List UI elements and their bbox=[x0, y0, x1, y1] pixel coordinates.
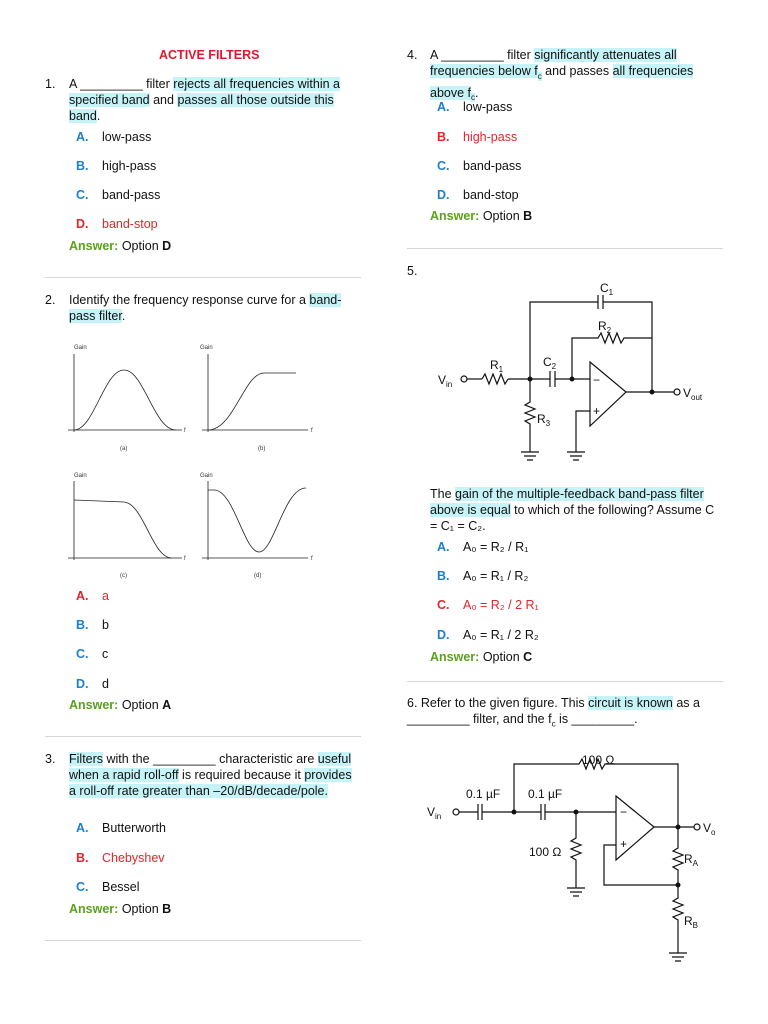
question-text-segment: c bbox=[551, 719, 556, 729]
option-text: A₀ = R₁ / R₂ bbox=[463, 569, 529, 583]
graph-b-curve bbox=[208, 373, 296, 430]
q3-text bbox=[69, 751, 361, 799]
c2-label: $C_2$ bbox=[543, 355, 557, 371]
option-text: band-stop bbox=[102, 217, 158, 231]
option-letter: B. bbox=[76, 159, 89, 173]
question-text-segment: and bbox=[149, 93, 178, 107]
option-letter: B. bbox=[76, 851, 89, 865]
question-text-segment: passes all those outside this band bbox=[69, 93, 334, 123]
option-text: Butterworth bbox=[102, 821, 166, 835]
question-text-segment: Filters bbox=[69, 752, 104, 766]
option-letter: A. bbox=[76, 130, 89, 144]
graph-b-axes bbox=[202, 354, 308, 432]
q1-option-b[interactable] bbox=[76, 159, 156, 173]
q5-answer bbox=[430, 650, 532, 664]
option-text: band-stop bbox=[463, 188, 519, 202]
option-text: low-pass bbox=[463, 100, 513, 114]
question-text-segment: and passes bbox=[541, 64, 613, 78]
q5-option-c[interactable] bbox=[437, 598, 539, 612]
option-text: b bbox=[102, 618, 109, 632]
graph-b-caption: (b) bbox=[258, 446, 266, 452]
option-text: high-pass bbox=[102, 159, 157, 173]
r2-label: $R_2$ bbox=[598, 319, 612, 335]
option-text: Chebyshev bbox=[102, 851, 165, 865]
question-text-segment: provides a roll-off rate greater than –20/dB/decade/pole. bbox=[69, 768, 352, 798]
c1-label: 0.1 µF bbox=[466, 787, 501, 801]
question-text-segment: to which of the following? Assume C = C₁ = C₂. bbox=[430, 503, 715, 533]
question-text-segment: Identify the frequency response curve for a bbox=[69, 293, 310, 307]
question-text-segment: c bbox=[471, 93, 476, 102]
op-amp-minus: − bbox=[620, 805, 628, 819]
question-text-segment: is _________. bbox=[555, 712, 638, 726]
question-text-segment: 6. Refer to the given figure. This bbox=[407, 696, 589, 710]
graph-a-caption: (a) bbox=[120, 446, 128, 452]
question-text-segment: c bbox=[537, 71, 542, 81]
op-amp-plus: + bbox=[593, 404, 601, 418]
vin-label: $V_{in}$ bbox=[438, 373, 453, 389]
option-letter: D. bbox=[76, 677, 89, 691]
question-text-segment: A _________ filter bbox=[69, 77, 174, 91]
divider bbox=[45, 940, 361, 941]
graph-b-f-label: f bbox=[311, 428, 313, 434]
q2-text bbox=[69, 292, 361, 324]
q3-option-b[interactable] bbox=[76, 851, 165, 865]
option-letter: C. bbox=[437, 159, 450, 173]
graph-c-gain-label: Gain bbox=[74, 473, 87, 479]
answer-prefix: Option bbox=[121, 239, 159, 253]
q3-number: 3. bbox=[45, 752, 56, 766]
option-letter: A. bbox=[437, 540, 450, 554]
r1-resistor bbox=[482, 374, 508, 384]
graph-a-gain-label: Gain bbox=[74, 345, 87, 351]
vout-terminal bbox=[694, 824, 700, 830]
graph-a-f-label: f bbox=[184, 428, 186, 434]
answer-label: Answer: bbox=[430, 650, 480, 664]
option-text: band-pass bbox=[463, 159, 522, 173]
ra-rb-divider bbox=[669, 827, 687, 961]
q2-answer bbox=[69, 698, 171, 712]
q1-option-c[interactable] bbox=[76, 188, 160, 202]
op-amp-plus: + bbox=[620, 837, 628, 851]
graph-d-axes bbox=[202, 481, 308, 560]
q4-number: 4. bbox=[407, 48, 418, 62]
q1-text bbox=[69, 76, 359, 124]
graph-d-caption: (d) bbox=[254, 573, 262, 579]
vout-label: $V_o$ bbox=[703, 821, 716, 837]
question-text-segment: . bbox=[96, 109, 101, 123]
c1-capacitor bbox=[530, 295, 652, 392]
question-text-segment: as a _________ filter, and the f bbox=[407, 696, 700, 726]
vin-terminal bbox=[461, 376, 467, 382]
divider bbox=[407, 248, 723, 249]
q1-answer bbox=[69, 239, 171, 253]
divider bbox=[45, 277, 361, 278]
q4-option-b[interactable] bbox=[437, 130, 517, 144]
ra-label: $R_A$ bbox=[684, 852, 699, 868]
q2-option-a[interactable] bbox=[76, 589, 109, 603]
question-text-segment: The bbox=[430, 487, 456, 501]
answer-label: Answer: bbox=[430, 209, 480, 223]
option-text: low-pass bbox=[102, 130, 152, 144]
q4-option-a[interactable] bbox=[437, 100, 512, 114]
op-amp-minus: − bbox=[593, 373, 601, 387]
rb-label: $R_B$ bbox=[684, 914, 699, 930]
option-text: band-pass bbox=[102, 188, 161, 202]
question-text-segment: A _________ filter bbox=[430, 48, 535, 62]
input-capacitors bbox=[459, 804, 616, 820]
option-letter: D. bbox=[437, 628, 450, 642]
graph-a-curve bbox=[74, 370, 176, 430]
r2-resistor bbox=[572, 333, 652, 379]
answer-value: B bbox=[162, 902, 172, 916]
answer-label: Answer: bbox=[69, 902, 119, 916]
q4-answer bbox=[430, 209, 532, 223]
q1-option-a[interactable] bbox=[76, 130, 151, 144]
vin-terminal bbox=[453, 809, 459, 815]
q2-option-d[interactable] bbox=[76, 677, 109, 691]
graph-c-caption: (c) bbox=[120, 573, 127, 579]
answer-value: A bbox=[162, 698, 172, 712]
option-letter: C. bbox=[76, 647, 89, 661]
ground-symbol bbox=[521, 452, 539, 460]
r-top-label: 100 Ω bbox=[582, 753, 615, 767]
graph-c-axes bbox=[68, 481, 182, 560]
q4-option-d[interactable] bbox=[437, 188, 519, 202]
question-text-segment: all frequencies above f bbox=[430, 64, 694, 100]
c2-capacitor bbox=[548, 371, 572, 387]
option-text: A₀ = R₂ / R₁ bbox=[463, 540, 529, 554]
question-text-segment: rejects all frequencies within a specified band bbox=[69, 77, 340, 107]
q5-option-b[interactable] bbox=[437, 569, 528, 583]
answer-value: C bbox=[523, 650, 533, 664]
c1-label: $C_1$ bbox=[600, 281, 614, 297]
graph-d-curve bbox=[208, 488, 306, 552]
multiple-feedback-bandpass-circuit bbox=[430, 280, 720, 470]
question-text-segment: gain of the multiple-feedback band-pass filter above is equal bbox=[430, 487, 704, 517]
graph-d-gain-label: Gain bbox=[200, 473, 213, 479]
answer-prefix: Option bbox=[482, 650, 520, 664]
q3-option-a[interactable] bbox=[76, 821, 166, 835]
option-letter: C. bbox=[76, 188, 89, 202]
answer-label: Answer: bbox=[69, 698, 119, 712]
option-text: c bbox=[102, 647, 109, 661]
r1-label: $R_1$ bbox=[490, 358, 504, 374]
answer-value: B bbox=[523, 209, 533, 223]
vout-label: $V_{out}$ bbox=[683, 386, 703, 402]
option-text: Bessel bbox=[102, 880, 140, 894]
option-text: d bbox=[102, 677, 109, 691]
option-text: high-pass bbox=[463, 130, 518, 144]
answer-label: Answer: bbox=[69, 239, 119, 253]
option-letter: B. bbox=[76, 618, 89, 632]
r3-resistor bbox=[525, 379, 535, 452]
q2-option-c[interactable] bbox=[76, 647, 108, 661]
sallen-key-highpass-circuit bbox=[424, 748, 724, 968]
divider bbox=[45, 736, 361, 737]
graph-a-axes bbox=[68, 354, 182, 432]
q2-number: 2. bbox=[45, 293, 56, 307]
option-letter: A. bbox=[76, 589, 89, 603]
q5-option-d[interactable] bbox=[437, 628, 539, 642]
r-shunt-resistor bbox=[567, 812, 585, 896]
q4-text bbox=[430, 47, 722, 106]
option-letter: A. bbox=[76, 821, 89, 835]
divider bbox=[407, 681, 723, 682]
option-letter: B. bbox=[437, 569, 450, 583]
q1-number: 1. bbox=[45, 77, 56, 91]
q5-option-a[interactable] bbox=[437, 540, 528, 554]
vin-label: $V_{in}$ bbox=[427, 805, 442, 821]
answer-prefix: Option bbox=[121, 902, 159, 916]
question-text-segment: . bbox=[475, 85, 479, 100]
question-text-segment: useful when a rapid roll-off bbox=[69, 752, 352, 782]
option-text: A₀ = R₁ / 2 R₂ bbox=[463, 628, 539, 642]
q2-option-b[interactable] bbox=[76, 618, 109, 632]
page-title: ACTIVE FILTERS bbox=[159, 48, 260, 62]
question-text-segment: significantly attenuates all frequencies below f bbox=[430, 48, 677, 78]
graph-b-gain-label: Gain bbox=[200, 345, 213, 351]
q3-option-c[interactable] bbox=[76, 880, 140, 894]
answer-prefix: Option bbox=[121, 698, 159, 712]
q5-text bbox=[430, 486, 722, 534]
answer-value: D bbox=[162, 239, 172, 253]
question-text-segment: . bbox=[121, 309, 126, 323]
option-text: A₀ = R₂ / 2 R₁ bbox=[463, 598, 539, 612]
option-letter: C. bbox=[437, 598, 450, 612]
graph-c-curve bbox=[74, 500, 172, 558]
option-letter: B. bbox=[437, 130, 450, 144]
graph-c-f-label: f bbox=[184, 556, 186, 562]
graph-d-f-label: f bbox=[311, 556, 313, 562]
option-letter: D. bbox=[76, 217, 89, 231]
ground-symbol bbox=[567, 411, 590, 460]
frequency-response-graphs bbox=[64, 340, 324, 585]
question-text-segment: with the _________ characteristic are bbox=[103, 752, 318, 766]
r3-label: $R_3$ bbox=[537, 412, 551, 428]
q1-option-d[interactable] bbox=[76, 217, 158, 231]
option-letter: A. bbox=[437, 100, 450, 114]
answer-prefix: Option bbox=[482, 209, 520, 223]
option-text: a bbox=[102, 589, 109, 603]
q4-option-c[interactable] bbox=[437, 159, 521, 173]
option-letter: D. bbox=[437, 188, 450, 202]
q5-number: 5. bbox=[407, 264, 418, 278]
vout-terminal bbox=[674, 389, 680, 395]
r-shunt-label: 100 Ω bbox=[529, 845, 562, 859]
q6-text bbox=[407, 695, 725, 733]
question-text-segment: band-pass filter bbox=[69, 293, 342, 323]
question-text-segment: circuit is known bbox=[588, 696, 673, 710]
option-letter: C. bbox=[76, 880, 89, 894]
question-text-segment: is required because it bbox=[178, 768, 305, 782]
c2-label: 0.1 µF bbox=[528, 787, 563, 801]
q3-answer bbox=[69, 902, 171, 916]
